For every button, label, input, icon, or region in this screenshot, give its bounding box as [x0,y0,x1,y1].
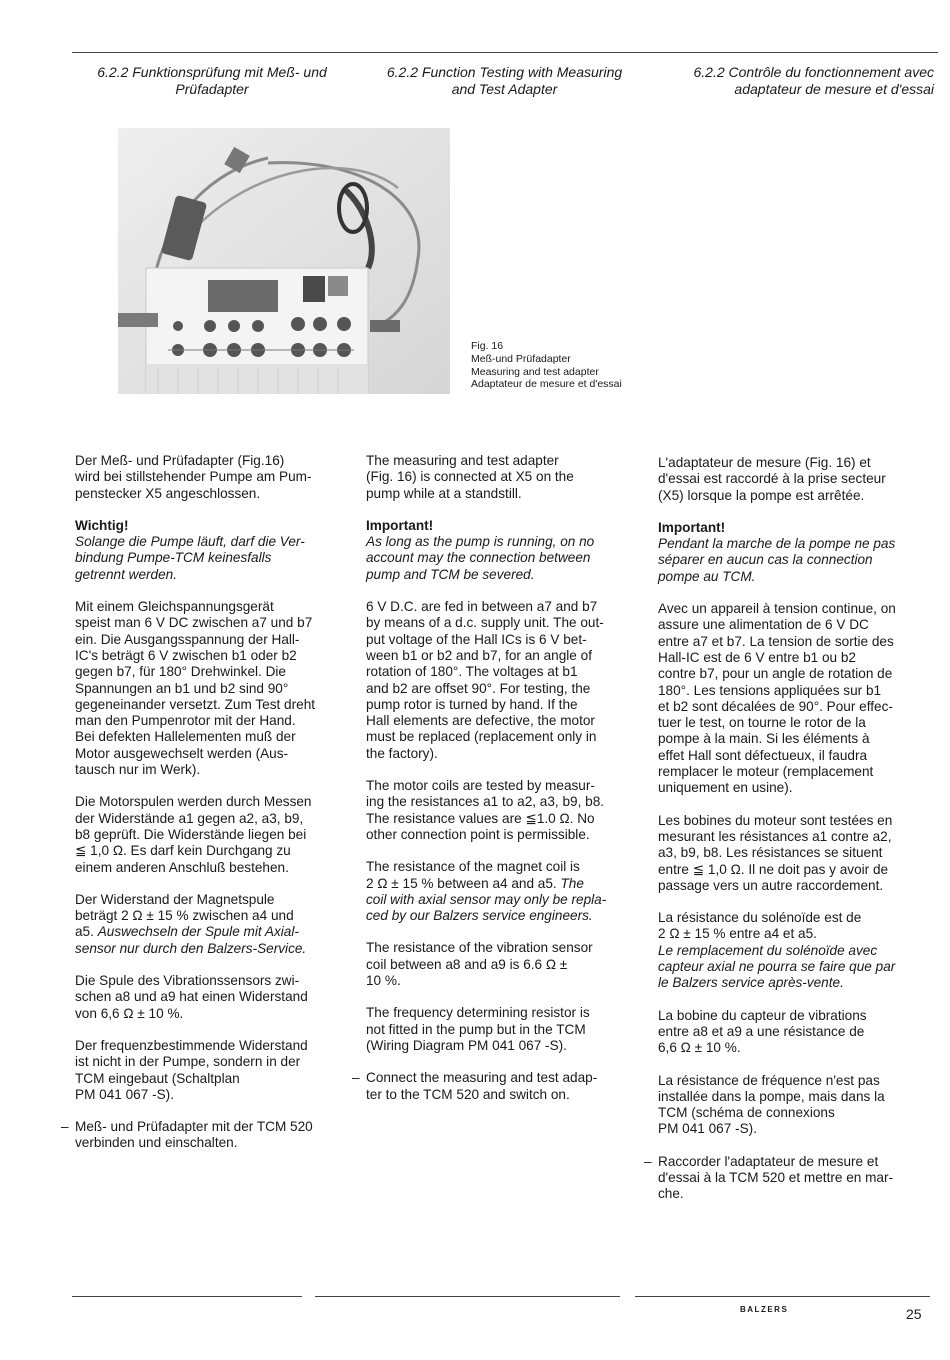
paragraph-text: Der Widerstand der Magnetspule beträgt 2 Ω ± 15 % zwischen a4 und a5. [75,891,294,940]
step-item [61,1119,355,1152]
paragraph: Die Motorspulen werden durch Messen der Widerstände a1 gegen a2, a3, b9, b8 geprüft. Die Widerstände liegen bei ≦ 1,0 Ω. Es darf kein Durchgang zu einem anderen Anschluß bestehen. [75,794,312,875]
figure-caption-french: Adaptateur de mesure et d'essai [471,378,622,391]
column-french [644,455,938,1203]
step-item [352,1070,646,1103]
adapter-photo [118,128,450,394]
header-rule [72,52,938,53]
column-english [352,453,646,1103]
paragraph: The measuring and test adapter (Fig. 16) is connected at X5 on the pump while at a standstill. [366,453,574,501]
step-text: Connect the measuring and test adap- ter to the TCM 520 and switch on. [366,1070,598,1102]
paragraph-italic: Le remplacement du solénoïde avec capteur axial ne pourra se faire que par le Balzers service après-vente. [658,942,896,991]
section-heading-german: 6.2.2 Funktionsprüfung mit Meß- und Prüfadapter [97,64,327,97]
paragraph: The motor coils are tested by measur- ing the resistances a1 to a2, a3, b9, b8. The resistance values are ≦1.0 Ω. No other connection point is permissible. [366,778,605,842]
paragraph: 6 V D.C. are fed in between a7 and b7 by means of a d.c. supply unit. The out- put voltage of the Hall ICs is 6 V bet- ween b1 or b2 and b7, for an angle of rotation of 180°. The voltages at b1 and b2 are offset 90°. For testing, the pump rotor is turned by hand. If the Hall elements are defective, the motor must be replaced (replacement only in the factory). [366,599,604,761]
dash-bullet: – [352,1070,360,1086]
section-heading-english: 6.2.2 Function Testing with Measuring and Test Adapter [386,64,623,97]
paragraph: Die Spule des Vibrationssensors zwi- schen a8 und a9 hat einen Widerstand von 6,6 Ω ± 10 %. [75,973,308,1021]
heading-de [72,64,352,97]
important-label: Important! [658,519,726,535]
step-item [644,1153,938,1203]
paragraph: La résistance de fréquence n'est pas installée dans la pompe, mais dans la TCM (schéma de connexions PM 041 067 -S). [658,1072,885,1137]
paragraph: La résistance du solénoïde est de 2 Ω ± 15 % entre a4 et a5. [658,910,862,942]
figure-caption-german: Meß-und Prüfadapter [471,352,571,365]
paragraph: The frequency determining resistor is not fitted in the pump but in the TCM (Wiring Diagram PM 041 067 -S). [366,1005,590,1053]
paragraph: La bobine du capteur de vibrations entre a8 et a9 a une résistance de 6,6 Ω ± 10 %. [658,1007,867,1056]
paragraph: Der Meß- und Prüfadapter (Fig.16) wird bei stillstehender Pumpe am Pum- penstecker X5 angeschlossen. [75,453,312,501]
paragraph: Les bobines du moteur sont testées en mesurant les résistances a1 contre a2, a3, b9, b8. Les résistances se situent entre ≦ 1,0 Ω. Il ne doit pas y avoir de passage vers un autre raccordement. [658,812,893,893]
paragraph: Der frequenzbestimmende Widerstand ist nicht in der Pumpe, sondern in der TCM eingebaut (Schaltplan PM 041 067 -S). [75,1037,308,1102]
step-text: Meß- und Prüfadapter mit der TCM 520 verbinden und einschalten. [75,1119,313,1151]
footer-rule [72,1296,302,1297]
section-heading-french: 6.2.2 Contrôle du fonctionnement avec adaptateur de mesure et d'essai [693,64,934,97]
paragraph: The resistance of the vibration sensor coil between a8 and a9 is 6.6 Ω ± 10 %. [366,940,593,989]
important-text: Solange die Pumpe läuft, darf die Ver- bindung Pumpe-TCM keinesfalls getrennt werden. [75,534,305,582]
heading-en [362,64,647,97]
footer-rule [635,1296,930,1297]
step-text: Raccorder l'adaptateur de mesure et d'essai à la TCM 520 et mettre en mar- che. [658,1153,894,1202]
brand-logo: BALZERS [740,1305,789,1314]
page-number: 25 [906,1306,922,1322]
important-label: Wichtig! [75,517,129,533]
paragraph: Mit einem Gleichspannungsgerät speist man 6 V DC zwischen a7 und b7 ein. Die Ausgangsspannung der Hall- IC's beträgt 6 V zwischen b1 oder b2 gegen b7, für 180° Drehwinkel. Die Spannungen an b1 und b2 sind 90° gegeneinander versetzt. Zum Test dreht man den Pumpenrotor mit der Hand. Bei defekten Hallelementen muß der Motor ausgewechselt werden (Aus- tausch nur im Werk). [75,599,316,778]
dash-bullet: – [644,1153,652,1169]
figure-caption [471,340,622,391]
paragraph-italic: The coil with axial sensor may only be repla- ced by our Balzers service engineers. [366,875,607,924]
paragraph [366,859,646,924]
figure-caption-english: Measuring and test adapter [471,365,599,378]
column-german [61,453,355,1152]
dash-bullet: – [61,1119,69,1135]
footer-rule [315,1296,620,1297]
heading-fr [652,64,934,97]
paragraph-text: The resistance of the magnet coil is 2 Ω ± 15 % between a4 and a5. [366,859,580,891]
paragraph: Avec un appareil à tension continue, on assure une alimentation de 6 V DC entre a7 et b7. La tension de sortie des Hall-IC est de 6 V entre b1 ou b2 contre b7, pour un angle de rotation de 180°. Les tensions appliquées sur b1 et b2 sont décalées de 90°. Pour effec- tuer le test, on tourne le rotor de la pompe à la main. Si les éléments à effet Hall sont défectueux, il faudra remplacer le moteur (remplacement uniquement en usine). [658,601,896,796]
paragraph: L'adaptateur de mesure (Fig. 16) et d'essai est raccordé à la prise secteur (X5) lorsque la pompe est arrêtée. [658,455,886,503]
figure-number: Fig. 16 [471,340,504,352]
important-label: Important! [366,517,434,533]
paragraph-italic: Auswechseln der Spule mit Axial- sensor nur durch den Balzers-Service. [75,924,307,956]
paragraph [75,892,355,957]
important-text: Pendant la marche de la pompe ne pas séparer en aucun cas la connection pompe au TCM. [658,536,896,584]
important-text: As long as the pump is running, on no account may the connection between pump and TCM be severed. [366,534,595,582]
